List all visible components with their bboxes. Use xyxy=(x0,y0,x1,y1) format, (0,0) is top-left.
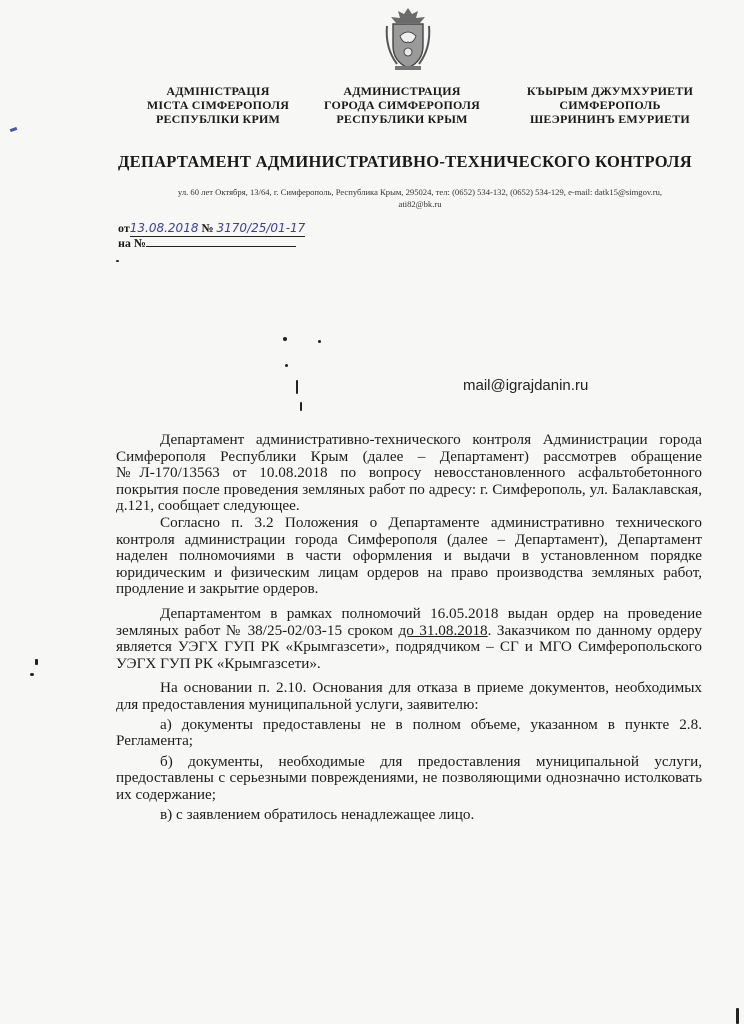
out-ref-number-label: № xyxy=(201,221,214,235)
scan-speck xyxy=(35,659,38,665)
paragraph-4: На основании п. 2.10. Основания для отказа в приеме документов, необходимых для предоставления муниципальной услуги, заявителю: xyxy=(116,679,702,713)
scan-speck xyxy=(283,337,287,341)
out-ref-prefix: от xyxy=(118,221,130,235)
header-ru-line3: РЕСПУБЛИКИ КРЫМ xyxy=(336,112,468,126)
in-ref-blank-line xyxy=(146,246,296,247)
list-item-a: а) документы предоставлены не в полном объеме, указанном в пункте 2.8. Регламента; xyxy=(116,715,702,750)
header-crimean-tatar xyxy=(514,84,706,126)
department-title: ДЕПАРТАМЕНТ АДМИНИСТРАТИВНО-ТЕХНИЧЕСКОГО КОНТРОЛЯ xyxy=(118,152,692,171)
paragraph-3 xyxy=(116,606,702,672)
paragraph-3-before: Департаментом в рамках полномочий 16.05.2018 выдан ордер на проведение земляных работ № 38/25-02/03-15 сроком xyxy=(116,604,702,639)
header-ua-line3: РЕСПУБЛІКИ КРИМ xyxy=(155,112,281,126)
incoming-reference xyxy=(118,236,296,251)
paragraph-1: Департамент административно-технического контроля Администрации города Симферополя Республики Крым (далее – Департамент) рассмотрев обращение №Л-170/13563 от 10.08.2018 по вопросу невосстановленного асфальтобетонного покрытия после проведения земляных работ по адресу: г. Симферополь, ул. Балаклавская, д.121, сообщает следующее. xyxy=(116,431,702,515)
list-item-b: б) документы, необходимые для предоставления муниципальной услуги, предоставлены с серьезными повреждениями, не позволяющими однозначно истолковать их содержание; xyxy=(116,752,702,803)
header-ru-line2: ГОРОДА СИМФЕРОПОЛЯ xyxy=(324,98,480,112)
scan-speck xyxy=(285,364,288,367)
address-line-2: ati82@bk.ru xyxy=(398,199,442,209)
header-ukrainian xyxy=(138,84,298,126)
scan-speck xyxy=(736,1008,739,1024)
paragraph-2: Согласно п. 3.2 Положения о Департаменте административно технического контроля администрации города Симферополя (далее – Департамент), Департамент наделен полномочиями в части оформления и выдачи в установленном порядке юридическим и физическим лицам ордеров на право производства земляных работ, продление и закрытие ордеров. xyxy=(116,513,702,598)
scan-speck xyxy=(116,260,119,262)
out-ref-date: 13.08.2018 xyxy=(129,221,199,235)
header-ua-line2: МІСТА СІМФЕРОПОЛЯ xyxy=(146,98,290,112)
coat-of-arms-emblem xyxy=(383,6,433,72)
department-address xyxy=(130,186,710,210)
scan-speck xyxy=(300,402,302,411)
address-line-1: ул. 60 лет Октября, 13/64, г. Симферополь, Республика Крым, 295024, тел: (0652) 534-132, (0652) 534-129, e-mail: datk15@simgov.ru, xyxy=(177,187,663,197)
scan-speck xyxy=(296,380,298,394)
scan-mark xyxy=(10,127,18,132)
scan-speck xyxy=(318,340,321,343)
paragraph-3-after: . Заказчиком по данному ордеру является УЭГХ ГУП РК «Крымгазсети», подрядчиком – СГ и МГО Симферопольского УЭГХ ГУП РК «Крымгазсети». xyxy=(116,621,702,672)
recipient-email: mail@igrajdanin.ru xyxy=(463,377,589,394)
list-item-c: в) с заявлением обратилось ненадлежащее лицо. xyxy=(160,806,475,824)
scan-speck xyxy=(30,673,34,676)
header-russian xyxy=(314,84,490,126)
in-ref-prefix: на № xyxy=(118,236,146,250)
letter-body xyxy=(116,432,702,824)
header-ct-line3: ШЕЭРИНИНЪ ЕМУРИЕТИ xyxy=(530,112,690,126)
header-ua-line1: АДМІНІСТРАЦІЯ xyxy=(166,84,270,98)
header-ru-line1: АДМИНИСТРАЦИЯ xyxy=(343,84,461,98)
outgoing-reference xyxy=(118,221,305,237)
header-ct-line1: КЪЫРЫМ ДЖУМХУРИЕТИ xyxy=(526,84,694,98)
order-expiry-date: до 31.08.2018 xyxy=(398,621,488,639)
header-ct-line2: СИМФЕРОПОЛЬ xyxy=(559,98,661,112)
out-ref-number: 3170/25/01-17 xyxy=(216,221,306,235)
